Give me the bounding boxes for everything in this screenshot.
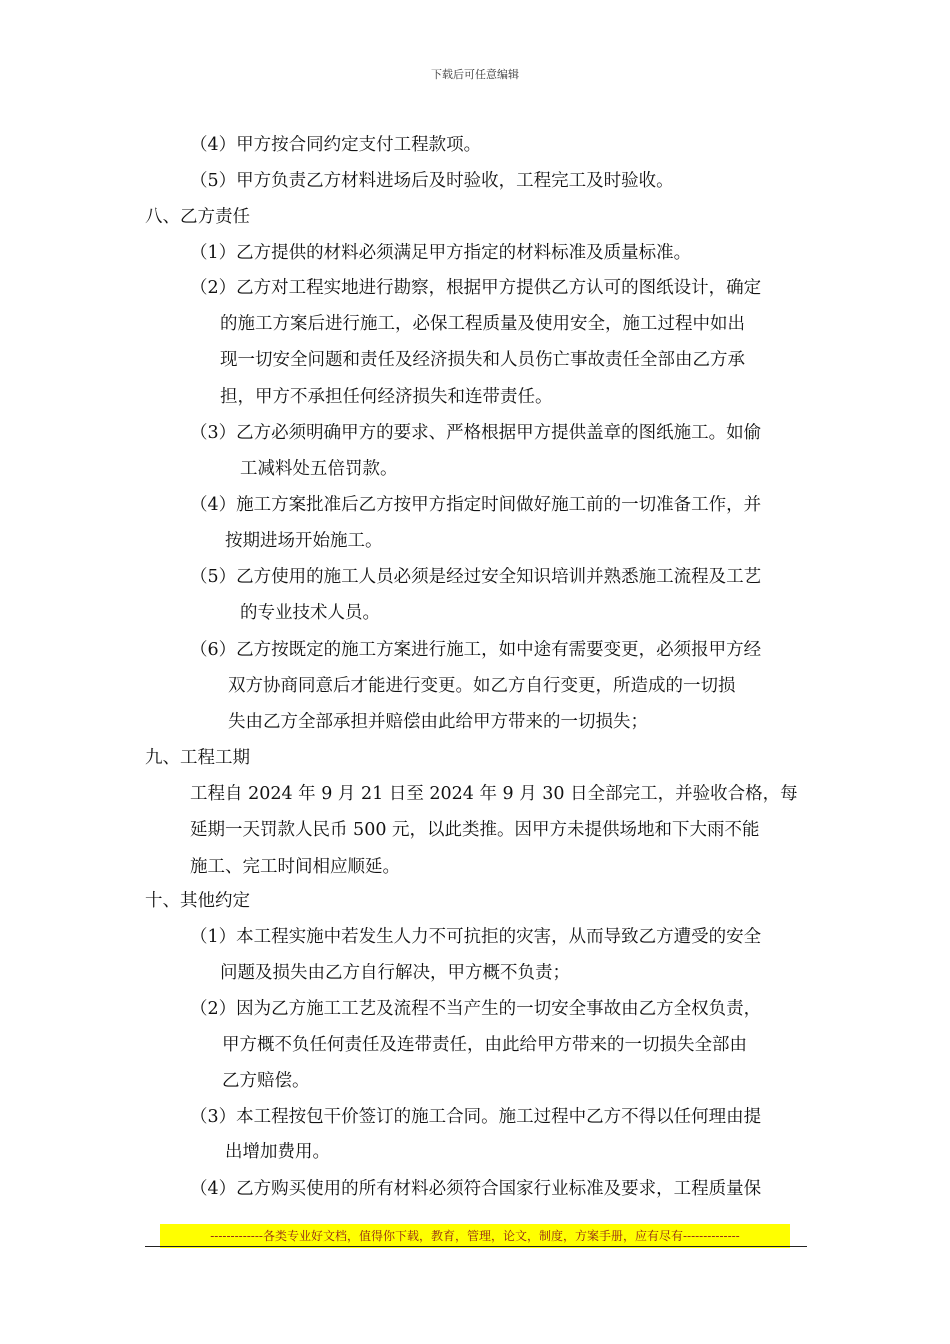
paragraph-line: （5）甲方负责乙方材料进场后及时验收，工程完工及时验收。 [190,171,674,191]
paragraph-line: 现一切安全问题和责任及经济损失和人员伤亡事故责任全部由乙方承 [220,350,745,370]
paragraph-line: （4）施工方案批准后乙方按甲方指定时间做好施工前的一切准备工作，并 [190,495,762,515]
paragraph-line: 按期进场开始施工。 [225,531,383,551]
paragraph-line: 问题及损失由乙方自行解决，甲方概不负责； [220,963,570,983]
paragraph-line: 工程自 2024 年 9 月 21 日至 2024 年 9 月 30 日全部完工，并验收合格，每 [190,784,798,804]
paragraph-line: （4）甲方按合同约定支付工程款项。 [190,135,482,155]
paragraph-line: （5）乙方使用的施工人员必须是经过安全知识培训并熟悉施工流程及工艺 [190,567,762,587]
paragraph-line: 的专业技术人员。 [240,603,380,623]
paragraph-line: （4）乙方购买使用的所有材料必须符合国家行业标准及要求，工程质量保 [190,1179,762,1199]
paragraph-line: （6）乙方按既定的施工方案进行施工，如中途有需要变更，必须报甲方经 [190,640,762,660]
footer-rule [145,1246,807,1247]
paragraph-line: （3）乙方必须明确甲方的要求、严格根据甲方提供盖章的图纸施工。如偷 [190,423,762,443]
paragraph-line: 双方协商同意后才能进行变更。如乙方自行变更，所造成的一切损 [228,676,736,696]
paragraph-line: （2）乙方对工程实地进行勘察，根据甲方提供乙方认可的图纸设计，确定 [190,278,762,298]
paragraph-line: 九、工程工期 [145,748,250,768]
paragraph-line: （1）乙方提供的材料必须满足甲方指定的材料标准及质量标准。 [190,243,692,263]
paragraph-line: 失由乙方全部承担并赔偿由此给甲方带来的一切损失； [228,712,648,732]
paragraph-line: （2）因为乙方施工工艺及流程不当产生的一切安全事故由乙方全权负责， [190,999,762,1019]
paragraph-line: （3）本工程按包干价签订的施工合同。施工过程中乙方不得以任何理由提 [190,1107,762,1127]
paragraph-line: 八、乙方责任 [145,207,250,227]
paragraph-line: 出增加费用。 [225,1142,330,1162]
paragraph-line: 延期一天罚款人民币 500 元，以此类推。因甲方未提供场地和下大雨不能 [190,820,760,840]
paragraph-line: 工减料处五倍罚款。 [240,459,398,479]
footer-banner: -------------各类专业好文档，值得你下载，教育，管理，论文，制度，方案手册，应有尽有-------------- [160,1224,790,1248]
page-header: 下载后可任意编辑 [431,68,519,81]
paragraph-line: 施工、完工时间相应顺延。 [190,857,400,877]
paragraph-line: 乙方赔偿。 [222,1071,310,1091]
paragraph-line: 甲方概不负任何责任及连带责任，由此给甲方带来的一切损失全部由 [222,1035,747,1055]
paragraph-line: 十、其他约定 [145,891,250,911]
paragraph-line: 担，甲方不承担任何经济损失和连带责任。 [220,387,553,407]
paragraph-line: 的施工方案后进行施工，必保工程质量及使用安全，施工过程中如出 [220,314,745,334]
paragraph-line: （1）本工程实施中若发生人力不可抗拒的灾害，从而导致乙方遭受的安全 [190,927,762,947]
